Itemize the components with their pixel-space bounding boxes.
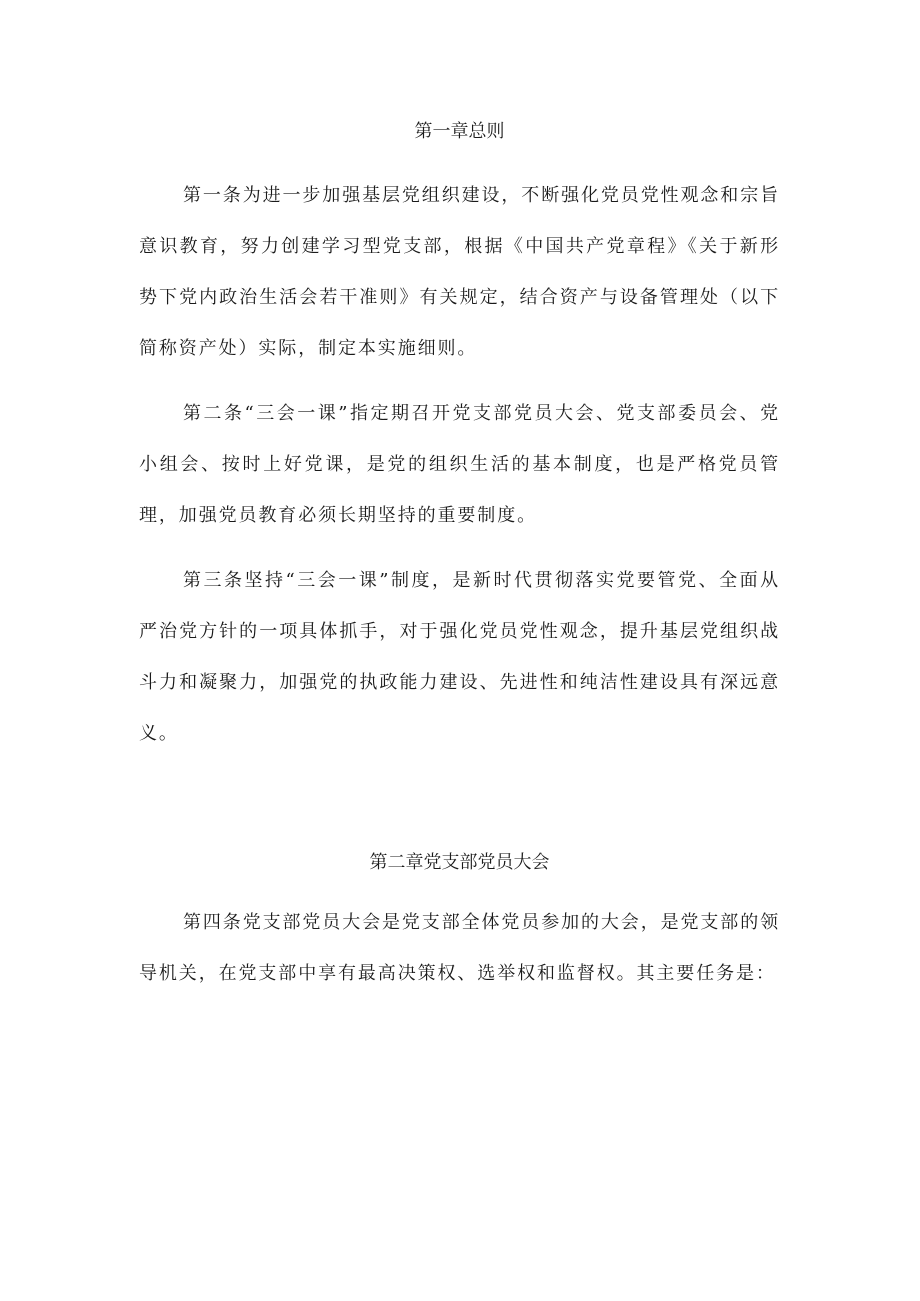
chapter-spacer <box>139 773 780 843</box>
document-body <box>139 112 780 1013</box>
article-3: 第三条坚持“三会一课”制度，是新时代贯彻落实党要管党、全面从严治党方针的一项具体抓手，对于强化党员党性观念，提升基层党组织战斗力和凝聚力，加强党的执政能力建设、先进性和纯洁性建设具有深远意义。 <box>139 570 780 744</box>
chapter-2-title: 第二章党支部党员大会 <box>369 852 550 873</box>
chapter-1-title: 第一章总则 <box>414 121 505 142</box>
article-2: 第二条“三会一课”指定期召开党支部党员大会、党支部委员会、党小组会、按时上好党课，是党的组织生活的基本制度，也是严格党员管理，加强党员教育必须长期坚持的重要制度。 <box>139 403 780 526</box>
article-1: 第一条为进一步加强基层党组织建设，不断强化党员党性观念和宗旨意识教育，努力创建学习型党支部，根据《中国共产党章程》《关于新形势下党内政治生活会若干准则》有关规定，结合资产与设备管理处（以下简称资产处）实际，制定本实施细则。 <box>139 185 780 359</box>
article-4: 第四条党支部党员大会是党支部全体党员参加的大会，是党支部的领导机关，在党支部中享有最高决策权、选举权和监督权。其主要任务是： <box>139 912 780 984</box>
